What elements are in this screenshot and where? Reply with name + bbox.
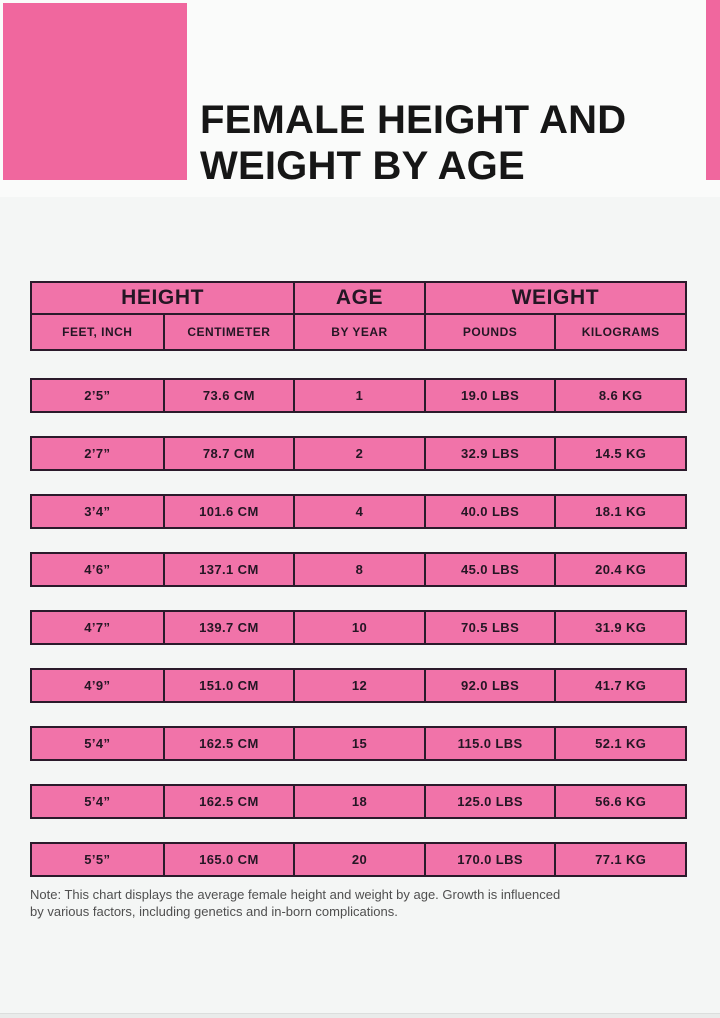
table-cell: 165.0 CM	[163, 844, 294, 875]
table-header	[30, 281, 687, 351]
table-cell: 162.5 CM	[163, 728, 294, 759]
table-cell: 4	[293, 496, 424, 527]
height-weight-table	[30, 281, 687, 877]
footnote-line-1: Note: This chart displays the average female height and weight by age. Growth is influenced	[30, 887, 561, 902]
column-group-height: HEIGHT	[121, 286, 205, 309]
table-row	[30, 784, 687, 819]
table-row	[30, 726, 687, 761]
pink-edge-strip	[706, 0, 720, 180]
table-cell: 125.0 LBS	[424, 786, 555, 817]
table-cell: 12	[293, 670, 424, 701]
table-cell: 3’4”	[84, 504, 111, 519]
table-row	[30, 552, 687, 587]
table-cell: 77.1 KG	[554, 844, 685, 875]
column-header-pounds: POUNDS	[424, 315, 555, 349]
table-cell: 101.6 CM	[163, 496, 294, 527]
table-cell: 56.6 KG	[554, 786, 685, 817]
table-cell: 18	[293, 786, 424, 817]
table-cell: 41.7 KG	[554, 670, 685, 701]
table-body	[30, 378, 687, 877]
column-header-row	[32, 313, 685, 349]
table-cell: 151.0 CM	[163, 670, 294, 701]
table-cell: 4’7”	[84, 620, 111, 635]
pink-corner-block	[3, 3, 187, 180]
table-cell: 4’9”	[84, 678, 111, 693]
table-cell: 4’6”	[84, 562, 111, 577]
column-group-row	[32, 283, 685, 313]
footnote-line-2: by various factors, including genetics and in-born complications.	[30, 904, 398, 920]
table-cell: 10	[293, 612, 424, 643]
table-cell: 162.5 CM	[163, 786, 294, 817]
table-cell: 20	[293, 844, 424, 875]
table-cell: 5’4”	[84, 736, 111, 751]
column-header-kilograms: KILOGRAMS	[554, 315, 685, 349]
table-cell: 8.6 KG	[554, 380, 685, 411]
table-cell: 1	[293, 380, 424, 411]
table-cell: 5’4”	[84, 794, 111, 809]
footnote	[30, 886, 670, 920]
column-header-centimeter: CENTIMETER	[163, 315, 294, 349]
table-cell: 14.5 KG	[554, 438, 685, 469]
table-cell: 78.7 CM	[163, 438, 294, 469]
table-cell: 137.1 CM	[163, 554, 294, 585]
table-cell: 73.6 CM	[163, 380, 294, 411]
page-title: FEMALE HEIGHT AND WEIGHT BY AGE	[200, 98, 627, 188]
table-cell: 20.4 KG	[554, 554, 685, 585]
table-row	[30, 668, 687, 703]
column-header-feet-inch: FEET, INCH	[62, 325, 133, 339]
bottom-edge-line	[0, 1013, 720, 1018]
table-cell: 2’7”	[84, 446, 111, 461]
table-cell: 115.0 LBS	[424, 728, 555, 759]
table-cell: 40.0 LBS	[424, 496, 555, 527]
table-cell: 2	[293, 438, 424, 469]
column-group-weight: WEIGHT	[424, 283, 685, 313]
table-cell: 45.0 LBS	[424, 554, 555, 585]
table-row	[30, 436, 687, 471]
table-cell: 2’5”	[84, 388, 111, 403]
table-cell: 18.1 KG	[554, 496, 685, 527]
table-cell: 15	[293, 728, 424, 759]
column-group-age: AGE	[293, 283, 424, 313]
table-row	[30, 842, 687, 877]
table-row	[30, 378, 687, 413]
table-cell: 92.0 LBS	[424, 670, 555, 701]
table-row	[30, 610, 687, 645]
table-cell: 19.0 LBS	[424, 380, 555, 411]
table-cell: 32.9 LBS	[424, 438, 555, 469]
table-cell: 70.5 LBS	[424, 612, 555, 643]
table-cell: 5’5”	[84, 852, 111, 867]
table-cell: 139.7 CM	[163, 612, 294, 643]
table-cell: 52.1 KG	[554, 728, 685, 759]
table-cell: 31.9 KG	[554, 612, 685, 643]
table-cell: 170.0 LBS	[424, 844, 555, 875]
table-row	[30, 494, 687, 529]
table-cell: 8	[293, 554, 424, 585]
column-header-by-year: BY YEAR	[293, 315, 424, 349]
